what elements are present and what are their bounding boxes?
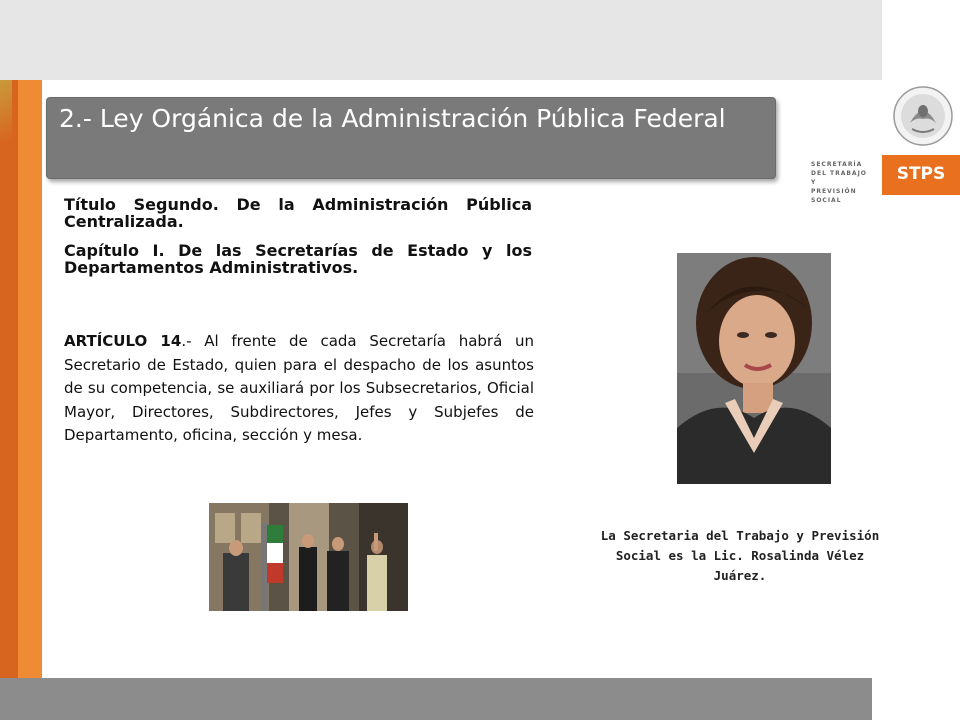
portrait-caption: La Secretaria del Trabajo y Previsión Social es la Lic. Rosalinda Vélez Juárez. [600, 528, 880, 583]
left-accent-strip [0, 80, 18, 678]
secretary-portrait-photo [677, 253, 831, 484]
left-accent-strip-light [18, 80, 42, 678]
portrait-illustration [677, 253, 831, 484]
stps-logo-text: STPS [896, 164, 946, 184]
secretaria-line-3: PREVISIÓN SOCIAL [811, 188, 857, 204]
article-body: .- Al frente de cada Secretaría habrá un Secretario de Estado, quien para el despacho de los asuntos de su competencia, se auxiliará por los Subsecretarios, Oficial Mayor, Directores, Subdirectores, Jefes y Subjefes de Departamento, oficina, sección y mesa. [64, 332, 535, 444]
eagle-emblem-icon [892, 85, 954, 147]
article-14-text [64, 330, 534, 448]
secretaria-wordmark [811, 160, 873, 205]
top-band [0, 0, 882, 80]
mexico-coat-of-arms-logo [892, 85, 954, 147]
slide-title-box [46, 97, 776, 179]
stps-logo [882, 155, 960, 195]
bottom-right-block [872, 678, 960, 720]
bottom-band [0, 678, 872, 720]
article-label: ARTÍCULO 14 [64, 332, 182, 350]
ceremony-group-photo [209, 503, 408, 611]
ceremony-illustration [209, 503, 408, 611]
secretaria-line-2: DEL TRABAJO Y [811, 170, 867, 186]
secretaria-line-1: SECRETARÍA [811, 161, 863, 168]
slide-title: 2.- Ley Orgánica de la Administración Pública Federal [59, 104, 726, 133]
heading-capitulo: Capítulo I. De las Secretarías de Estado y los Departamentos Administrativos. [64, 241, 532, 277]
left-accent-shade [0, 80, 12, 140]
heading-titulo: Título Segundo. De la Administración Pública Centralizada. [64, 195, 532, 231]
